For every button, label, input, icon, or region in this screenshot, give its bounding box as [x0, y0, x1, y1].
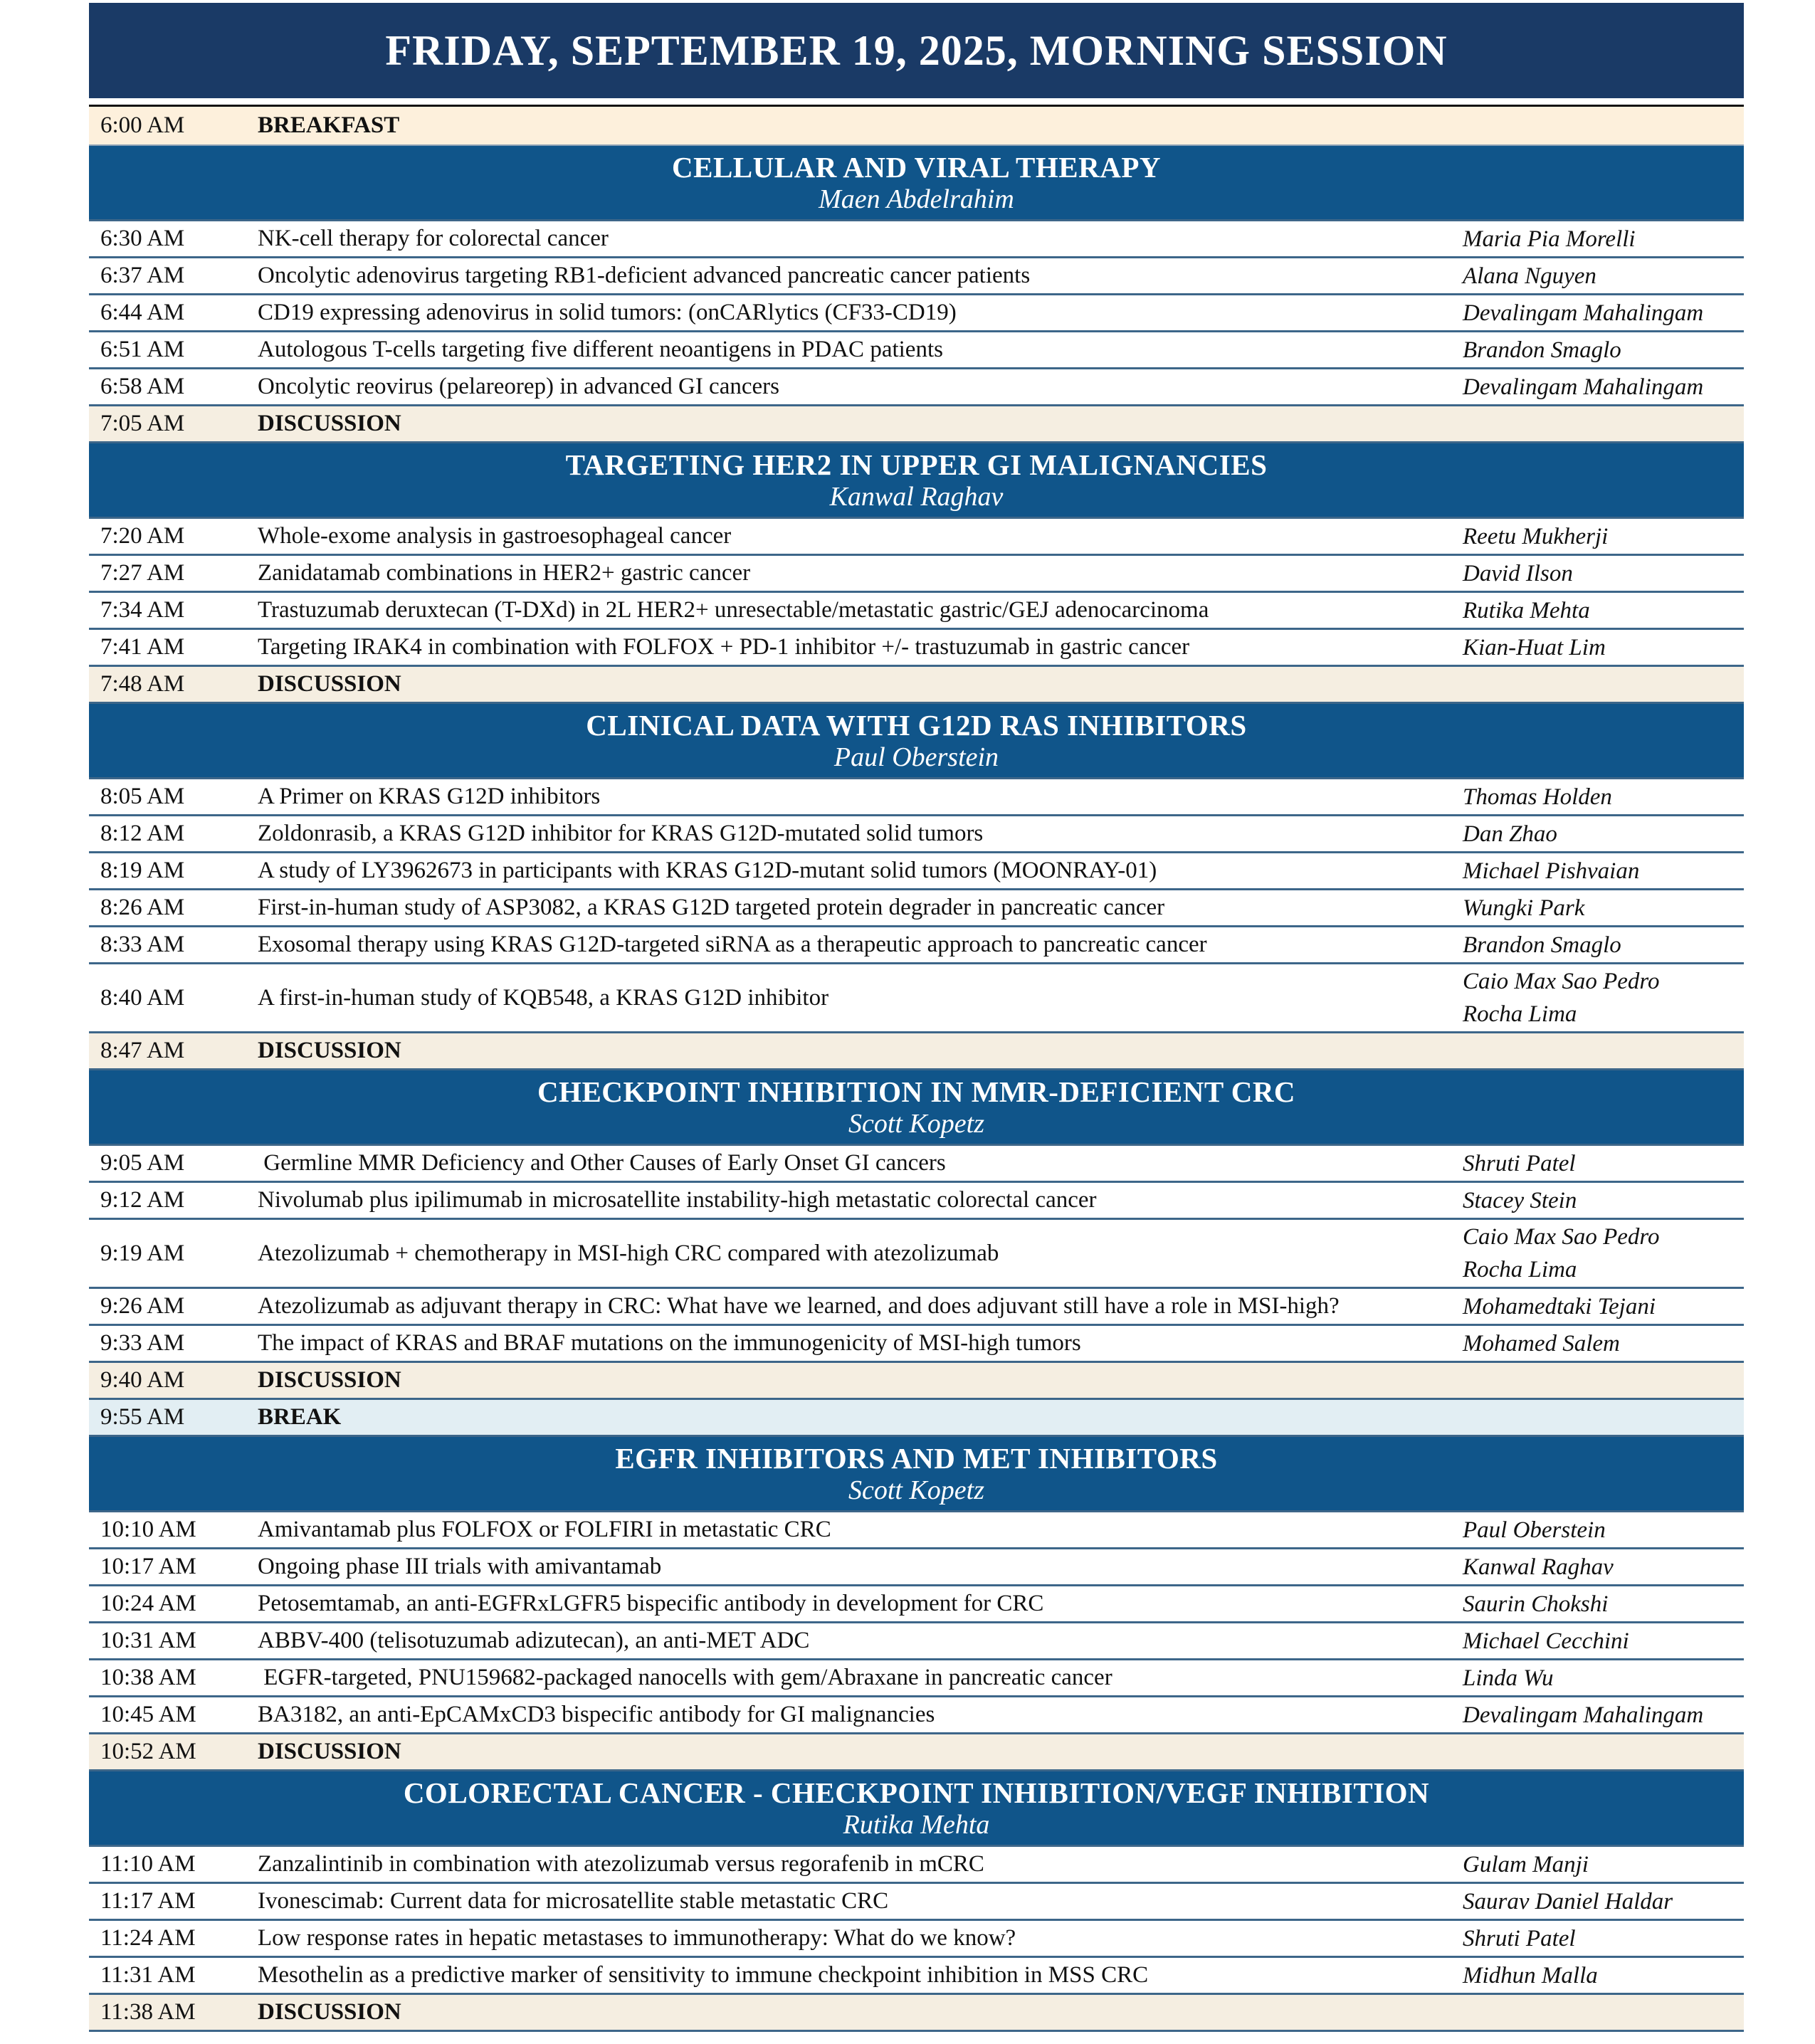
topic-cell: Oncolytic adenovirus targeting RB1-deficient advanced pancreatic cancer patients	[258, 263, 1031, 288]
time-cell: 6:00 AM	[100, 112, 185, 138]
section-title: TARGETING HER2 IN UPPER GI MALIGNANCIES	[565, 448, 1268, 481]
time-cell: 9:26 AM	[100, 1293, 185, 1319]
speaker-cell: Devalingam Mahalingam	[1463, 1702, 1704, 1728]
topic-cell: First-in-human study of ASP3082, a KRAS G12D targeted protein degrader in pancreatic cancer	[258, 895, 1165, 920]
time-cell: 9:55 AM	[100, 1404, 185, 1430]
section-header	[89, 704, 1744, 779]
topic-cell: The impact of KRAS and BRAF mutations on the immunogenicity of MSI-high tumors	[258, 1330, 1081, 1356]
discussion-label: DISCUSSION	[258, 411, 401, 436]
speaker-cell: Paul Oberstein	[1463, 1517, 1606, 1543]
time-cell: 10:17 AM	[100, 1554, 196, 1579]
discussion-label: DISCUSSION	[258, 671, 401, 697]
time-cell: 8:33 AM	[100, 932, 185, 957]
discussion-label: DISCUSSION	[258, 1999, 401, 2025]
schedule-page	[89, 3, 1744, 2032]
speaker-cell: Dan Zhao	[1463, 821, 1557, 847]
speaker-line: Caio Max Sao Pedro	[1463, 969, 1660, 994]
talk-row	[89, 1847, 1744, 1884]
speaker-cell: Thomas Holden	[1463, 784, 1612, 810]
discussion-row	[89, 1033, 1744, 1070]
talk-row	[89, 258, 1744, 295]
section-title: CELLULAR AND VIRAL THERAPY	[672, 150, 1161, 184]
time-cell: 6:58 AM	[100, 374, 185, 399]
breakfast-row	[89, 107, 1744, 146]
talk-row	[89, 519, 1744, 556]
speaker-cell	[1463, 965, 1744, 1031]
section-title: CLINICAL DATA WITH G12D RAS INHIBITORS	[586, 708, 1247, 742]
time-cell: 10:24 AM	[100, 1591, 196, 1616]
speaker-cell: Brandon Smaglo	[1463, 932, 1621, 958]
time-cell: 9:19 AM	[100, 1240, 185, 1266]
time-cell: 11:31 AM	[100, 1962, 196, 1988]
time-cell: 11:17 AM	[100, 1888, 196, 1914]
talk-row	[89, 1220, 1744, 1289]
discussion-row	[89, 1363, 1744, 1400]
time-cell: 10:45 AM	[100, 1702, 196, 1727]
speaker-cell: Rutika Mehta	[1463, 597, 1590, 623]
topic-cell: ABBV-400 (telisotuzumab adizutecan), an anti-MET ADC	[258, 1628, 810, 1653]
speaker-cell: Saurav Daniel Haldar	[1463, 1888, 1673, 1914]
talk-row	[89, 1326, 1744, 1363]
topic-cell: A first-in-human study of KQB548, a KRAS G12D inhibitor	[258, 984, 829, 1011]
topic-cell: A Primer on KRAS G12D inhibitors	[258, 784, 601, 809]
time-cell: 7:34 AM	[100, 597, 185, 623]
speaker-cell: Devalingam Mahalingam	[1463, 300, 1704, 326]
speaker-cell: Mohamedtaki Tejani	[1463, 1293, 1656, 1319]
time-cell: 6:30 AM	[100, 226, 185, 251]
talk-row	[89, 1884, 1744, 1921]
talk-row	[89, 1549, 1744, 1586]
speaker-line: Caio Max Sao Pedro	[1463, 1224, 1660, 1250]
talk-row	[89, 1660, 1744, 1697]
talk-row	[89, 295, 1744, 332]
topic-cell: Ongoing phase III trials with amivantamab	[258, 1554, 662, 1579]
discussion-row	[89, 1995, 1744, 2032]
topic-cell: BREAKFAST	[258, 112, 400, 138]
title-gap	[89, 98, 1744, 105]
topic-cell: Mesothelin as a predictive marker of sensitivity to immune checkpoint inhibition in MSS CRC	[258, 1962, 1149, 1988]
time-cell: 8:12 AM	[100, 821, 185, 846]
speaker-cell: Michael Cecchini	[1463, 1628, 1629, 1654]
time-cell: 7:27 AM	[100, 560, 185, 586]
time-cell: 9:12 AM	[100, 1187, 185, 1213]
topic-cell: A study of LY3962673 in participants with KRAS G12D-mutant solid tumors (MOONRAY-01)	[258, 858, 1157, 883]
topic-cell: Atezolizumab + chemotherapy in MSI-high CRC compared with atezolizumab	[258, 1240, 999, 1266]
talk-row	[89, 816, 1744, 853]
topic-cell: Oncolytic reovirus (pelareorep) in advanced GI cancers	[258, 374, 779, 399]
talk-row	[89, 927, 1744, 964]
speaker-cell: Midhun Malla	[1463, 1962, 1598, 1988]
topic-cell: EGFR-targeted, PNU159682-packaged nanocells with gem/Abraxane in pancreatic cancer	[258, 1665, 1112, 1690]
time-cell: 10:31 AM	[100, 1628, 196, 1653]
topic-cell: Zanzalintinib in combination with atezolizumab versus regorafenib in mCRC	[258, 1851, 984, 1877]
talk-row	[89, 1183, 1744, 1220]
time-cell: 8:19 AM	[100, 858, 185, 883]
speaker-cell: Reetu Mukherji	[1463, 523, 1609, 549]
time-cell: 10:38 AM	[100, 1665, 196, 1690]
time-cell: 11:24 AM	[100, 1925, 196, 1951]
talk-row	[89, 1289, 1744, 1326]
topic-cell: Whole-exome analysis in gastroesophageal cancer	[258, 523, 732, 549]
talk-row	[89, 556, 1744, 593]
section-header	[89, 1070, 1744, 1146]
topic-cell: Germline MMR Deficiency and Other Causes of Early Onset GI cancers	[258, 1150, 946, 1176]
talk-row	[89, 964, 1744, 1033]
talk-row	[89, 630, 1744, 667]
time-cell: 9:33 AM	[100, 1330, 185, 1356]
talk-row	[89, 1958, 1744, 1995]
speaker-cell	[1463, 1221, 1744, 1286]
topic-cell: Petosemtamab, an anti-EGFRxLGFR5 bispecific antibody in development for CRC	[258, 1591, 1044, 1616]
topic-cell: Low response rates in hepatic metastases to immunotherapy: What do we know?	[258, 1925, 1016, 1951]
speaker-cell: Shruti Patel	[1463, 1925, 1576, 1951]
topic-cell: Amivantamab plus FOLFOX or FOLFIRI in metastatic CRC	[258, 1517, 831, 1542]
topic-cell: Autologous T-cells targeting five different neoantigens in PDAC patients	[258, 337, 943, 362]
discussion-label: DISCUSSION	[258, 1367, 401, 1393]
section-chair: Scott Kopetz	[848, 1475, 985, 1505]
break-row	[89, 1400, 1744, 1437]
talk-row	[89, 1146, 1744, 1183]
time-cell: 9:05 AM	[100, 1150, 185, 1176]
time-cell: 7:20 AM	[100, 523, 185, 549]
topic-cell: Atezolizumab as adjuvant therapy in CRC: What have we learned, and does adjuvant still have a role in MSI-high?	[258, 1293, 1340, 1319]
time-cell: 7:05 AM	[100, 411, 185, 436]
section-chair: Maen Abdelrahim	[819, 184, 1014, 214]
speaker-cell: Maria Pia Morelli	[1463, 226, 1636, 252]
time-cell: 11:10 AM	[100, 1851, 196, 1877]
discussion-row	[89, 667, 1744, 704]
talk-row	[89, 369, 1744, 406]
talk-row	[89, 1697, 1744, 1734]
time-cell: 10:52 AM	[100, 1739, 196, 1764]
topic-cell: Zanidatamab combinations in HER2+ gastric cancer	[258, 560, 751, 586]
topic-cell: Trastuzumab deruxtecan (T-DXd) in 2L HER2+ unresectable/metastatic gastric/GEJ adenocarcinoma	[258, 597, 1209, 623]
section-header	[89, 443, 1744, 519]
speaker-cell: Michael Pishvaian	[1463, 858, 1640, 884]
time-cell: 10:10 AM	[100, 1517, 196, 1542]
speaker-cell: Stacey Stein	[1463, 1187, 1577, 1213]
break-label: BREAK	[258, 1404, 342, 1430]
speaker-cell: Alana Nguyen	[1463, 263, 1596, 289]
section-header	[89, 1771, 1744, 1847]
speaker-line: Rocha Lima	[1463, 1257, 1577, 1282]
topic-cell: Exosomal therapy using KRAS G12D-targeted siRNA as a therapeutic approach to pancreatic cancer	[258, 932, 1207, 957]
topic-cell: Targeting IRAK4 in combination with FOLFOX + PD-1 inhibitor +/- trastuzumab in gastric cancer	[258, 634, 1190, 660]
speaker-cell: Kian-Huat Lim	[1463, 634, 1606, 660]
talk-row	[89, 593, 1744, 630]
talk-row	[89, 890, 1744, 927]
time-cell: 8:40 AM	[100, 984, 185, 1011]
time-cell: 8:47 AM	[100, 1038, 185, 1063]
section-title: CHECKPOINT INHIBITION IN MMR-DEFICIENT CRC	[537, 1075, 1296, 1108]
talk-row	[89, 779, 1744, 816]
time-cell: 6:51 AM	[100, 337, 185, 362]
speaker-cell: Linda Wu	[1463, 1665, 1554, 1691]
speaker-cell: Saurin Chokshi	[1463, 1591, 1609, 1617]
time-cell: 6:37 AM	[100, 263, 185, 288]
time-cell: 8:05 AM	[100, 784, 185, 809]
talk-row	[89, 1512, 1744, 1549]
talk-row	[89, 1623, 1744, 1660]
topic-cell: CD19 expressing adenovirus in solid tumors: (onCARlytics (CF33-CD19)	[258, 300, 957, 325]
page-title: FRIDAY, SEPTEMBER 19, 2025, MORNING SESSION	[89, 3, 1744, 98]
section-title: COLORECTAL CANCER - CHECKPOINT INHIBITION/VEGF INHIBITION	[403, 1776, 1430, 1809]
speaker-cell: Kanwal Raghav	[1463, 1554, 1614, 1580]
section-title: EGFR INHIBITORS AND MET INHIBITORS	[615, 1441, 1218, 1475]
sessions-list	[89, 146, 1744, 2032]
topic-cell: Ivonescimab: Current data for microsatellite stable metastatic CRC	[258, 1888, 889, 1914]
discussion-label: DISCUSSION	[258, 1038, 401, 1063]
time-cell: 11:38 AM	[100, 1999, 196, 2025]
speaker-cell: Mohamed Salem	[1463, 1330, 1620, 1356]
talk-row	[89, 1921, 1744, 1958]
time-cell: 6:44 AM	[100, 300, 185, 325]
speaker-line: Rocha Lima	[1463, 1001, 1577, 1027]
discussion-row	[89, 1734, 1744, 1771]
talk-row	[89, 1586, 1744, 1623]
time-cell: 7:48 AM	[100, 671, 185, 697]
topic-cell: Nivolumab plus ipilimumab in microsatellite instability-high metastatic colorectal cancer	[258, 1187, 1097, 1213]
speaker-cell: Wungki Park	[1463, 895, 1585, 921]
talk-row	[89, 332, 1744, 369]
topic-cell: NK-cell therapy for colorectal cancer	[258, 226, 609, 251]
talk-row	[89, 853, 1744, 890]
section-header	[89, 146, 1744, 221]
section-chair: Kanwal Raghav	[829, 481, 1004, 512]
discussion-row	[89, 406, 1744, 443]
section-chair: Rutika Mehta	[843, 1809, 990, 1840]
speaker-cell: Shruti Patel	[1463, 1150, 1576, 1176]
time-cell: 9:40 AM	[100, 1367, 185, 1393]
topic-cell: Zoldonrasib, a KRAS G12D inhibitor for KRAS G12D-mutated solid tumors	[258, 821, 984, 846]
topic-cell: BA3182, an anti-EpCAMxCD3 bispecific antibody for GI malignancies	[258, 1702, 935, 1727]
time-cell: 8:26 AM	[100, 895, 185, 920]
section-chair: Paul Oberstein	[833, 742, 999, 772]
discussion-label: DISCUSSION	[258, 1739, 401, 1764]
speaker-cell: Gulam Manji	[1463, 1851, 1589, 1877]
section-header	[89, 1437, 1744, 1512]
time-cell: 7:41 AM	[100, 634, 185, 660]
speaker-cell: David Ilson	[1463, 560, 1573, 586]
section-chair: Scott Kopetz	[848, 1108, 985, 1139]
talk-row	[89, 221, 1744, 258]
speaker-cell: Brandon Smaglo	[1463, 337, 1621, 363]
speaker-cell: Devalingam Mahalingam	[1463, 374, 1704, 400]
